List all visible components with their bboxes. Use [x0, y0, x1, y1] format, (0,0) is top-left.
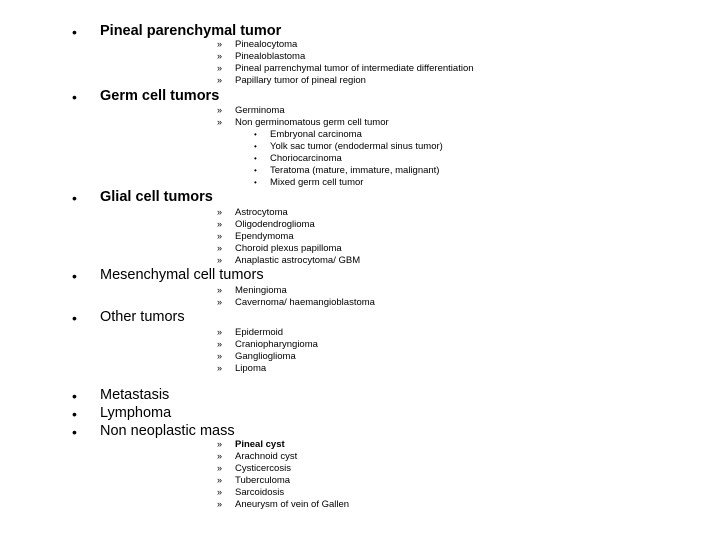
list-item: Pinealoblastoma: [235, 51, 306, 62]
section-title-mesenchymal: Mesenchymal cell tumors: [100, 267, 264, 283]
list-item: Sarcoidosis: [235, 487, 285, 498]
bullet-icon: »: [217, 63, 223, 73]
list-item: Lipoma: [235, 363, 267, 374]
bullet-icon: »: [217, 351, 223, 361]
list-item: Anaplastic astrocytoma/ GBM: [235, 255, 361, 266]
list-item: Arachnoid cyst: [235, 451, 298, 462]
list-item: Cysticercosis: [235, 463, 291, 474]
list-item: Tuberculoma: [235, 475, 291, 486]
list-item: Craniopharyngioma: [235, 339, 318, 350]
section-title-lymphoma: Lymphoma: [100, 405, 172, 421]
list-item: Papillary tumor of pineal region: [235, 75, 366, 86]
list-item: Choroid plexus papilloma: [235, 243, 342, 254]
bullet-icon: •: [72, 388, 77, 404]
bullet-icon: »: [217, 439, 223, 449]
section-title-germ: Germ cell tumors: [100, 88, 220, 104]
bullet-icon: »: [217, 219, 223, 229]
section-title-glial: Glial cell tumors: [100, 189, 213, 205]
list-item: Cavernoma/ haemangioblastoma: [235, 297, 375, 308]
list-item: Germinoma: [235, 105, 285, 116]
list-subitem: Mixed germ cell tumor: [270, 177, 364, 188]
list-item: Pineal parrenchymal tumor of intermediate differentiation: [235, 63, 474, 74]
bullet-icon: •: [72, 310, 77, 326]
bullet-icon: •: [72, 190, 77, 206]
bullet-icon: •: [72, 89, 77, 105]
list-item-pineal-cyst: Pineal cyst: [235, 439, 285, 450]
list-item: Pinealocytoma: [235, 39, 298, 50]
section-title-other: Other tumors: [100, 309, 185, 325]
section-title-nonneoplastic: Non neoplastic mass: [100, 423, 235, 439]
bullet-icon: »: [217, 117, 223, 127]
list-item: Astrocytoma: [235, 207, 288, 218]
bullet-icon: »: [217, 243, 223, 253]
bullet-icon: »: [217, 499, 223, 509]
bullet-icon: •: [254, 178, 257, 187]
bullet-icon: »: [217, 255, 223, 265]
bullet-icon: •: [72, 424, 77, 440]
list-item: Oligodendroglioma: [235, 219, 315, 230]
list-subitem: Choriocarcinoma: [270, 153, 342, 164]
bullet-icon: »: [217, 39, 223, 49]
bullet-icon: •: [72, 24, 77, 40]
bullet-icon: »: [217, 451, 223, 461]
list-subitem: Yolk sac tumor (endodermal sinus tumor): [270, 141, 443, 152]
bullet-icon: »: [217, 285, 223, 295]
bullet-icon: •: [72, 268, 77, 284]
bullet-icon: »: [217, 231, 223, 241]
list-subitem: Teratoma (mature, immature, malignant): [270, 165, 440, 176]
bullet-icon: •: [254, 130, 257, 139]
bullet-icon: •: [254, 166, 257, 175]
list-item: Epidermoid: [235, 327, 284, 338]
bullet-icon: »: [217, 487, 223, 497]
list-item: Ganglioglioma: [235, 351, 296, 362]
list-item: Ependymoma: [235, 231, 294, 242]
list-subitem: Embryonal carcinoma: [270, 129, 362, 140]
bullet-icon: »: [217, 75, 223, 85]
bullet-icon: »: [217, 51, 223, 61]
bullet-icon: »: [217, 207, 223, 217]
bullet-icon: »: [217, 327, 223, 337]
bullet-icon: »: [217, 463, 223, 473]
bullet-icon: »: [217, 297, 223, 307]
section-title-pineal: Pineal parenchymal tumor: [100, 23, 282, 39]
bullet-icon: •: [254, 154, 257, 163]
bullet-icon: »: [217, 475, 223, 485]
list-item: Aneurysm of vein of Gallen: [235, 499, 350, 510]
section-title-metastasis: Metastasis: [100, 387, 170, 403]
bullet-icon: »: [217, 105, 223, 115]
bullet-icon: •: [254, 142, 257, 151]
bullet-icon: »: [217, 339, 223, 349]
list-item: Meningioma: [235, 285, 287, 296]
bullet-icon: •: [72, 406, 77, 422]
bullet-icon: »: [217, 363, 223, 373]
list-item: Non germinomatous germ cell tumor: [235, 117, 389, 128]
